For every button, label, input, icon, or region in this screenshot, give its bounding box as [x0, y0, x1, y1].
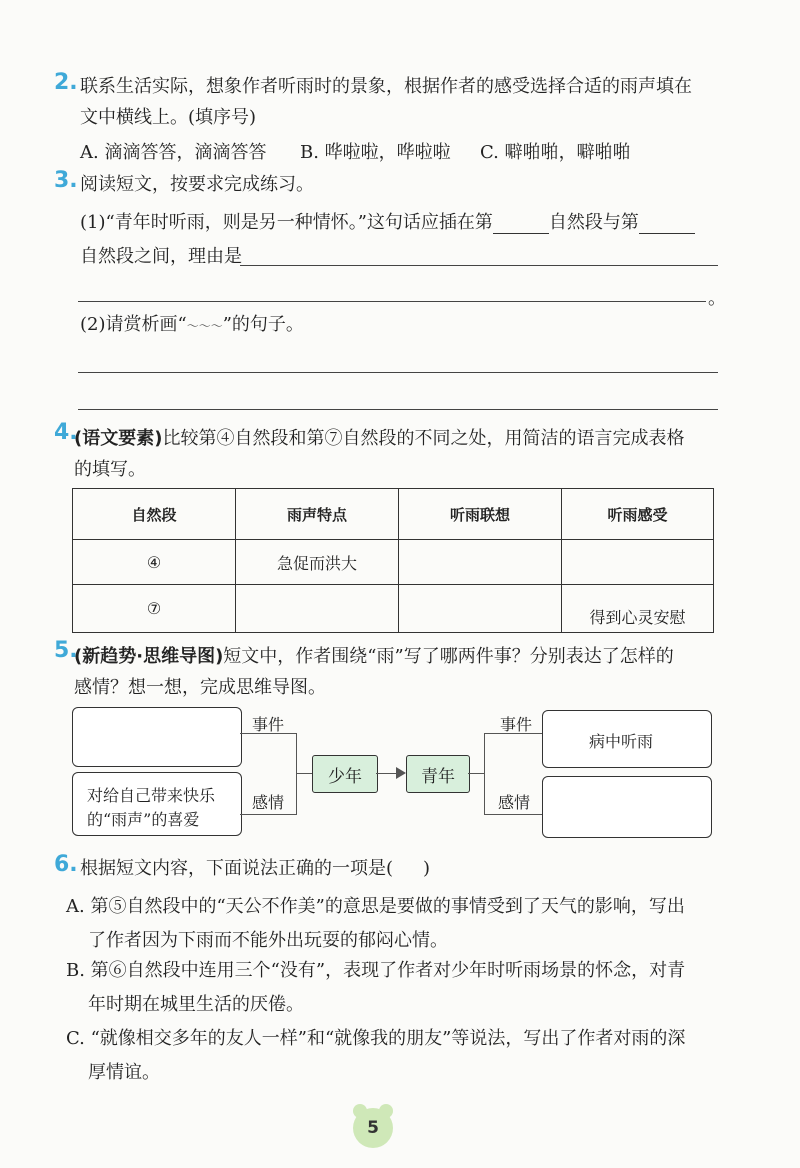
table-cell: 急促而洪大 — [236, 540, 399, 585]
question-3-title: 阅读短文，按要求完成练习。 — [80, 174, 314, 195]
question-2-option-c: C. 噼啪啪，噼啪啪 — [480, 142, 631, 163]
connector-line — [376, 773, 398, 774]
question-2-line1: 联系生活实际，想象作者听雨时的景象，根据作者的感受选择合适的雨声填在 — [80, 76, 692, 97]
table-cell: ④ — [73, 540, 236, 585]
q3-p2-text-a: (2)请赏析画“ — [80, 314, 187, 335]
left-bracket-connector — [240, 733, 297, 815]
option-c-line2: 厚情谊。 — [88, 1062, 160, 1083]
question-4-line2: 的填写。 — [74, 459, 146, 480]
arrow-right-icon — [396, 767, 406, 779]
question-6-text: 根据短文内容，下面说法正确的一项是( — [80, 858, 394, 879]
right-event-text: 病中听雨 — [589, 732, 654, 751]
question-6-title — [80, 854, 430, 880]
connector-line — [468, 773, 484, 774]
left-feeling-box — [72, 772, 242, 836]
table-header: 听雨联想 — [399, 489, 562, 540]
paragraph-blank-2[interactable] — [639, 215, 695, 234]
q3-p1-text-b: 自然段与第 — [548, 212, 639, 233]
right-feeling-label: 感情 — [498, 793, 531, 812]
wavy-underline-icon: ～～～ — [186, 319, 223, 333]
table-cell: ⑦ — [73, 585, 236, 633]
connector-line — [296, 773, 312, 774]
option-b-line2: 年时期在城里生活的厌倦。 — [88, 994, 304, 1015]
right-event-box — [542, 710, 712, 768]
question-2-option-a: A. 滴滴答答，滴滴答答 — [80, 142, 267, 163]
option-c-line1: C. “就像相交多年的友人一样”和“就像我的朋友”等说法，写出了作者对雨的深 — [66, 1028, 686, 1049]
answer-line[interactable] — [78, 372, 718, 373]
q3-p1-reason: 自然段之间，理由是 — [80, 246, 242, 267]
comparison-table — [72, 488, 714, 633]
question-4-tag: (语文要素) — [74, 428, 163, 449]
table-cell-blank[interactable] — [562, 540, 714, 585]
question-2-number: 2. — [54, 70, 78, 95]
table-header: 自然段 — [73, 489, 236, 540]
left-event-label: 事件 — [252, 715, 285, 734]
answer-line[interactable] — [78, 409, 718, 410]
question-2-option-b: B. 哗啦啦，哗啦啦 — [300, 142, 451, 163]
question-3-part2 — [80, 310, 304, 336]
question-4-text: 比较第④自然段和第⑦自然段的不同之处，用简洁的语言完成表格 — [162, 428, 685, 449]
question-6-bracket-end: ) — [423, 858, 431, 879]
table-cell-blank[interactable] — [236, 585, 399, 633]
table-header: 听雨感受 — [562, 489, 714, 540]
question-5-tag: (新趋势·思维导图) — [74, 646, 224, 667]
table-cell-blank[interactable] — [399, 540, 562, 585]
question-6-number: 6. — [54, 852, 78, 877]
q3-p1-text-a: (1)“青年时听雨，则是另一种情怀。”这句话应插在第 — [80, 212, 493, 233]
table-cell-blank[interactable] — [399, 585, 562, 633]
table-row — [73, 540, 714, 585]
question-4-number: 4. — [54, 420, 78, 445]
answer-line[interactable] — [240, 265, 718, 266]
question-5-line2: 感情？想一想，完成思维导图。 — [74, 677, 326, 698]
question-2-line2: 文中横线上。(填序号) — [80, 107, 257, 128]
question-4-line1 — [74, 424, 684, 450]
q3-p1-end: 。 — [708, 288, 726, 309]
center-node-youth: 少年 — [312, 755, 378, 793]
answer-line[interactable] — [78, 301, 706, 302]
option-a-line2: 了作者因为下雨而不能外出玩耍的郁闷心情。 — [88, 930, 448, 951]
q3-p2-text-b: ”的句子。 — [222, 314, 304, 335]
center-node-young-adult: 青年 — [406, 755, 470, 793]
page-number: 5 — [353, 1108, 393, 1148]
question-5-number: 5. — [54, 638, 78, 663]
table-header-row — [73, 489, 714, 540]
question-5-line1 — [74, 642, 674, 668]
left-feeling-label: 感情 — [252, 793, 285, 812]
paragraph-blank-1[interactable] — [493, 215, 549, 234]
left-event-answer-box[interactable] — [72, 707, 242, 767]
right-feeling-answer-box[interactable] — [542, 776, 712, 838]
right-event-label: 事件 — [500, 715, 533, 734]
left-feeling-text-2: 的“雨声”的喜爱 — [87, 810, 200, 829]
question-5-text: 短文中，作者围绕“雨”写了哪两件事？分别表达了怎样的 — [223, 646, 674, 667]
question-3-number: 3. — [54, 168, 78, 193]
table-cell: 得到心灵安慰 — [562, 585, 714, 633]
option-b-line1: B. 第⑥自然段中连用三个“没有”，表现了作者对少年时听雨场景的怀念，对青 — [66, 960, 686, 981]
left-feeling-text-1: 对给自己带来快乐 — [87, 786, 216, 805]
table-row — [73, 585, 714, 633]
question-3-part1 — [80, 208, 695, 234]
table-header: 雨声特点 — [236, 489, 399, 540]
option-a-line1: A. 第⑤自然段中的“天公不作美”的意思是要做的事情受到了天气的影响，写出 — [66, 896, 685, 917]
